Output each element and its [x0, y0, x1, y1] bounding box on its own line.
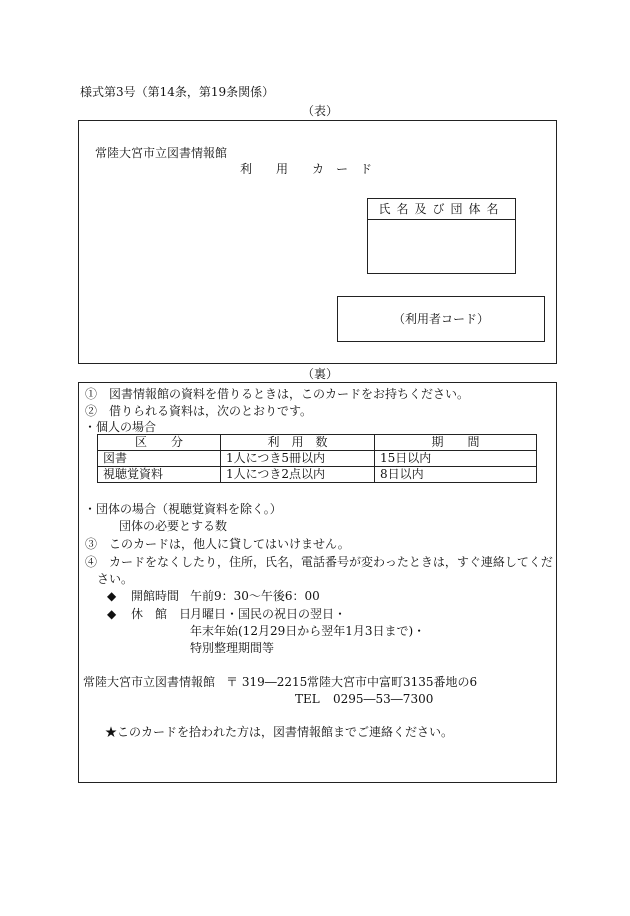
closed-label: 休 館 日: [131, 607, 192, 621]
table-cell: 1人につき2点以内: [221, 467, 375, 483]
table-header-category: 区 分: [98, 435, 221, 451]
table-header-quantity: 利 用 数: [221, 435, 375, 451]
name-box: [367, 198, 516, 274]
card-title: 利 用 カ ー ド: [240, 162, 373, 176]
group-heading: ・団体の場合（視聴覚資料を除く。）: [84, 502, 282, 516]
user-code-label: （利用者コード）: [392, 312, 489, 326]
closed-days-line-2: 年末年始(12月29日から翌年1月3日まで)・: [190, 624, 426, 638]
library-name: 常陸大宮市立図書情報館: [95, 146, 228, 160]
rule-item-4: ④ カードをなくしたり，住所，氏名，電話番号が変わったときは，すぐ連絡してくだ: [85, 555, 553, 569]
address: 常陸大宮市中富町3135番地の6: [307, 675, 478, 689]
user-code-box: [337, 296, 545, 342]
hours-label: 開館時間: [131, 589, 180, 603]
postal-code: 〒 319―2215: [226, 675, 308, 689]
tel-number: 0295―53―7300: [333, 692, 434, 706]
table-header-period: 期 間: [375, 435, 537, 451]
table-cell: 図書: [98, 451, 221, 467]
rule-item-4-continued: さい。: [97, 572, 134, 586]
table-cell: 8日以内: [375, 467, 537, 483]
back-side-label: （裏）: [302, 367, 339, 381]
table-cell: 15日以内: [375, 451, 537, 467]
loan-table: [97, 434, 537, 483]
hours-value: 午前9：30～午後6：00: [190, 589, 320, 603]
table-row: [98, 467, 537, 483]
found-card-note: ★このカードを拾われた方は，図書情報館までご連絡ください。: [105, 725, 454, 739]
rule-item-3: ③ このカードは，他人に貸してはいけません。: [85, 537, 350, 551]
contact-library-name: 常陸大宮市立図書情報館: [83, 675, 216, 689]
front-card: [78, 120, 557, 364]
name-box-label: 氏名及び団体名: [368, 199, 515, 220]
individual-heading: ・個人の場合: [84, 420, 157, 434]
table-cell: 1人につき5冊以内: [221, 451, 375, 467]
form-number: 様式第3号（第14条，第19条関係）: [80, 85, 275, 99]
diamond-icon: ◆: [107, 607, 117, 621]
front-side-label: （表）: [302, 104, 339, 118]
diamond-icon: ◆: [107, 589, 117, 603]
rule-item-2: ② 借りられる資料は，次のとおりです。: [85, 404, 313, 418]
table-header-row: [98, 435, 537, 451]
tel-label: TEL: [295, 692, 320, 706]
closed-days-line-3: 特別整理期間等: [190, 641, 275, 655]
table-row: [98, 451, 537, 467]
table-cell: 視聴覚資料: [98, 467, 221, 483]
closed-days-line-1: 月曜日・国民の祝日の翌日・: [190, 607, 347, 621]
group-text: 団体の必要とする数: [119, 519, 228, 533]
rule-item-1: ① 図書情報館の資料を借りるときは，このカードをお持ちください。: [85, 387, 470, 401]
